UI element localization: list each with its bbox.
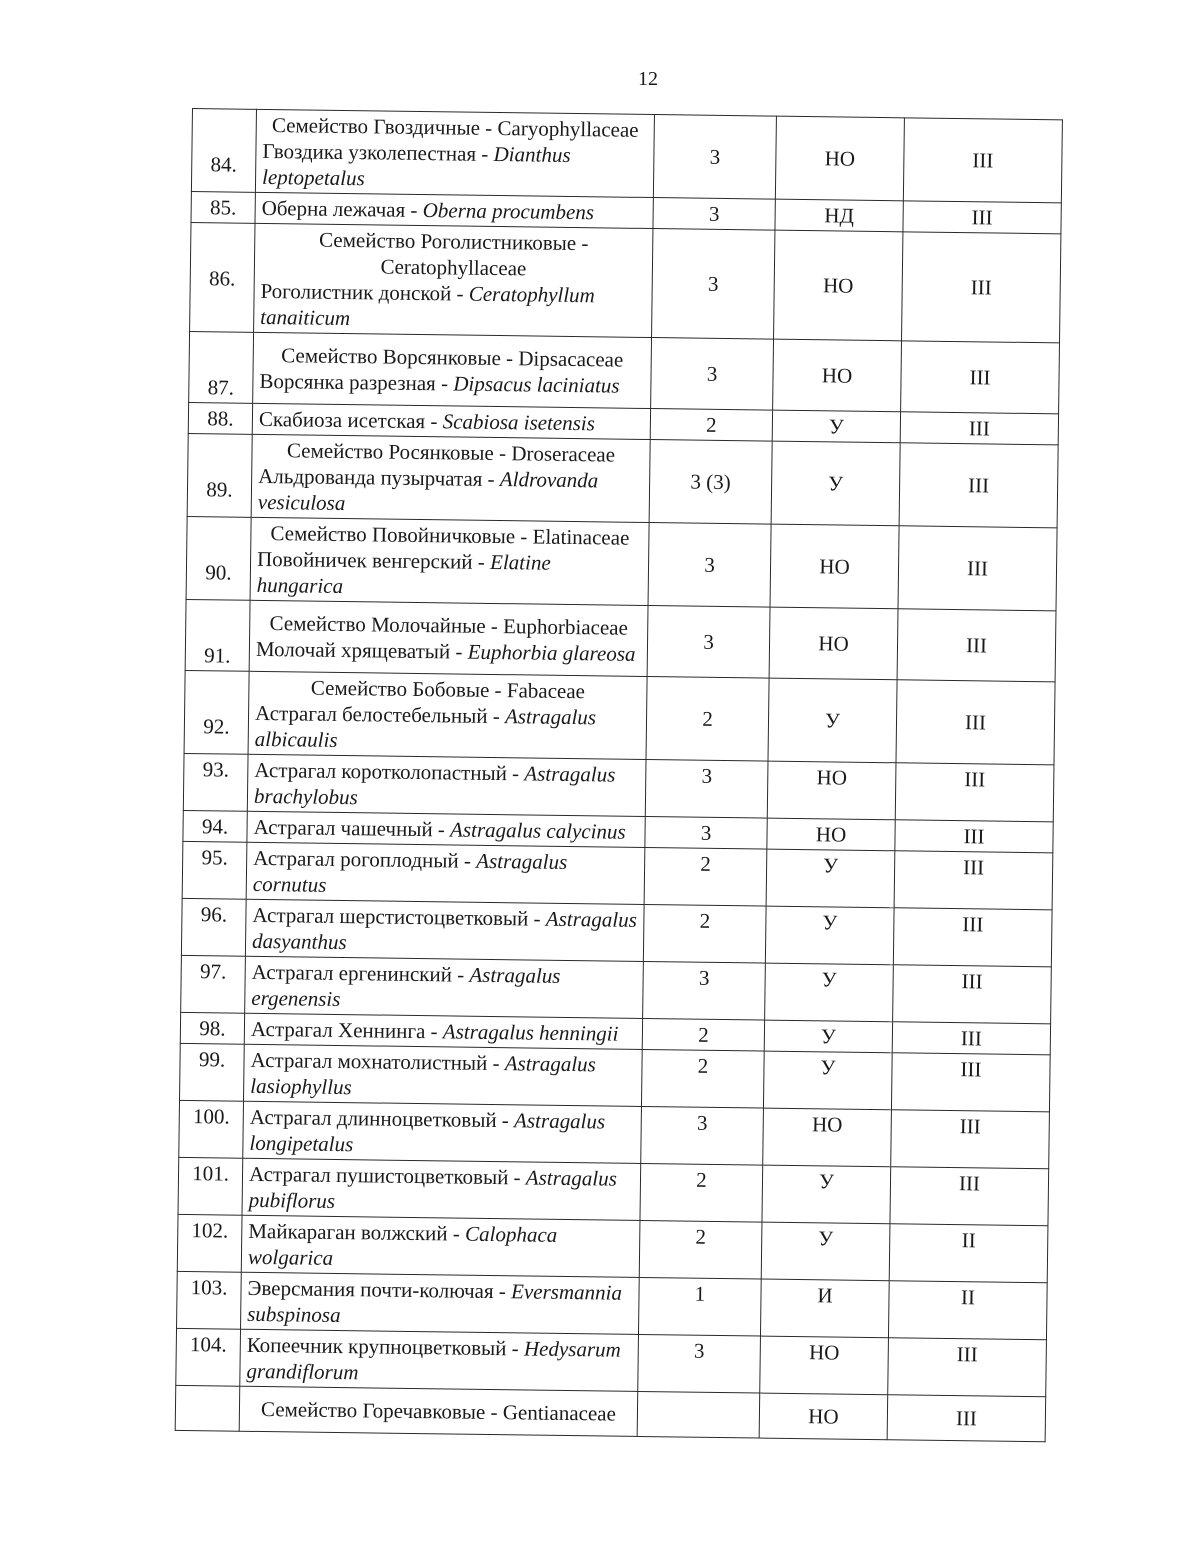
species-name [255,700,641,757]
status-cell: У [765,963,894,1022]
category-cell: 3 [653,115,776,200]
status-cell: НО [775,116,904,201]
species-name-russian: Астрагал мохнатолистный - [250,1047,500,1076]
table-row [191,109,1062,203]
status-cell: У [771,441,900,526]
rarity-cell: II [889,1224,1048,1283]
rarity-cell: III [903,118,1062,203]
row-number: 85. [191,191,255,223]
category-cell: 2 [639,1220,762,1279]
species-cell [254,223,653,337]
rarity-cell: III [899,443,1058,528]
species-table [175,108,1063,1442]
category-cell: 3 [652,229,775,340]
species-name [252,902,638,959]
species-name-latin: Dipsacus laciniatus [453,371,620,398]
species-cell [250,517,649,605]
species-name-russian: Астрагал шерстистоцветковый - [252,902,541,931]
species-name-latin: Aldrovanda vesiculosa [257,467,599,516]
species-name-russian: Эверсмания почти-колючая - [247,1275,507,1304]
category-cell: 3 [645,759,768,818]
status-cell: НО [773,339,902,412]
status-cell: У [766,849,895,908]
rarity-cell: III [893,965,1052,1024]
species-name [249,1161,635,1218]
category-cell: 3 [647,606,770,679]
category-cell: 3 [653,198,775,231]
species-name [254,757,640,814]
family-heading: Семейство Роголистниковые - Ceratophyllaceae [318,227,589,281]
species-name [260,278,646,335]
rarity-cell: III [888,1338,1047,1397]
row-number: 98. [180,1012,244,1044]
species-name-russian: Повойничек венгерский - [256,546,485,574]
status-cell: У [762,1165,891,1224]
row-number: 104. [176,1328,241,1386]
species-name [262,138,648,195]
rarity-cell: III [895,763,1054,822]
species-cell [242,1158,641,1220]
species-name-latin: Astragalus albicaulis [254,704,597,752]
category-cell: 3 [643,961,766,1020]
status-cell: У [763,1051,892,1110]
species-name-latin: Calophaca wolgarica [247,1221,558,1270]
species-cell [244,1013,642,1049]
table-row [189,331,1060,413]
rarity-cell: III [903,201,1061,234]
species-name-latin: Astragalus henningii [442,1019,619,1046]
species-name [246,1332,632,1389]
species-cell [245,899,644,961]
category-cell: 3 (3) [649,440,772,525]
rarity-cell: III [891,1110,1050,1169]
family-heading: Семейство Гвоздичные - Caryophyllaceae [271,113,639,142]
species-name-latin: Hedysarum grandiflorum [246,1336,621,1385]
species-cell [241,1272,640,1334]
species-name [258,463,644,520]
table-row [185,599,1056,681]
status-cell: НО [760,1336,889,1395]
category-cell: 2 [641,1049,764,1108]
species-name-russian: Астрагал белостебельный - [254,700,500,729]
category-cell: 3 [651,338,774,411]
species-name-latin: Astragalus longipetalus [249,1108,606,1157]
table-row [184,670,1055,764]
category-cell: 2 [642,1018,764,1051]
species-cell [253,332,652,408]
rarity-cell: III [902,232,1061,343]
row-number: 102. [177,1214,242,1272]
status-cell: У [764,1020,892,1053]
category-cell: 2 [644,847,767,906]
status-cell: НО [767,818,895,851]
status-cell: НО [774,230,903,341]
species-name-latin: Astragalus brachylobus [253,761,616,810]
species-cell [243,1101,642,1163]
category-cell [637,1391,760,1438]
species-name [259,406,644,437]
status-cell: И [760,1279,889,1338]
row-number: 91. [185,599,250,671]
species-name [262,195,647,226]
row-number: 86. [190,222,255,332]
row-number: 95. [182,841,247,899]
row-number: 84. [191,109,256,193]
species-name-russian: Астрагал чашечный - [253,814,446,842]
species-table-sheet [175,108,1062,1442]
rarity-cell: III [892,1022,1050,1055]
species-name-latin: Astragalus lasiophyllus [250,1051,596,1100]
row-number: 99. [180,1043,245,1101]
species-name-russian: Майкараган волжский - [248,1218,460,1246]
row-number: 97. [181,955,246,1013]
species-cell [246,842,645,904]
species-name-russian: Астрагал рогоплодный - [253,845,472,873]
species-cell [239,1386,638,1436]
species-name [253,814,638,845]
species-cell [252,403,650,439]
rarity-cell: III [895,820,1053,853]
species-name [248,1218,634,1275]
species-name-russian: Астрагал пушистоцветковый - [248,1161,521,1190]
species-name-russian: Альдрованда пузырчатая - [258,463,495,491]
status-cell: НО [763,1108,892,1167]
row-number: 87. [189,331,254,403]
category-cell: 3 [645,816,767,849]
species-name-latin: Eversmannia subspinosa [247,1279,623,1328]
species-table-body [175,109,1062,1442]
species-cell [247,754,646,816]
category-cell: 1 [638,1277,761,1336]
species-cell [251,434,650,522]
species-name-latin: Astragalus cornutus [252,848,568,897]
species-cell [245,956,644,1018]
species-cell [240,1329,639,1391]
category-cell: 2 [646,677,769,762]
species-cell [248,671,647,759]
status-cell: НО [767,761,896,820]
rarity-cell: III [896,680,1055,765]
rarity-cell: III [901,341,1060,414]
species-name-russian: Роголистник донской - [260,278,464,306]
row-number: 96. [181,898,246,956]
species-name-russian: Астрагал коротколопастный - [254,757,520,786]
row-number: 88. [188,402,252,434]
table-row [186,516,1057,610]
species-cell [241,1215,640,1277]
rarity-cell: III [897,609,1056,682]
row-number: 90. [186,516,251,600]
species-name-latin: Euphorbia glareosa [467,639,636,666]
species-name-latin: Elatine hungarica [256,549,551,599]
species-cell [255,109,654,197]
species-name-russian: Ворсянка разрезная - [259,368,449,396]
species-name [249,1104,635,1161]
status-cell: НД [775,199,903,232]
status-cell: НО [759,1393,888,1440]
species-name-latin: Oberna procumbens [422,198,595,225]
row-number: 103. [177,1271,242,1329]
species-cell [249,600,648,676]
species-name-latin: Astragalus pubiflorus [248,1165,618,1213]
table-row [187,433,1058,527]
row-number: 100. [179,1100,244,1158]
category-cell: 2 [640,1163,763,1222]
rarity-cell: II [888,1281,1047,1340]
species-name-russian: Копеечник крупноцветковый - [246,1332,519,1361]
species-name-russian: Скабиоза исетская - [258,406,438,434]
family-heading: Семейство Ворсянковые - Dipsacaceae [281,343,624,372]
species-name-latin: Astragalus calycinus [449,817,626,844]
rarity-cell: III [887,1395,1046,1442]
species-cell [255,192,653,228]
species-name [250,1047,636,1104]
family-heading: Семейство Бобовые - Fabaceae [310,675,586,704]
family-heading: Семейство Горечавковые - Gentianaceae [260,1397,617,1426]
species-name [259,368,644,399]
category-cell: 3 [648,523,771,608]
row-number: 101. [178,1157,243,1215]
species-name [256,636,641,667]
species-name [247,1275,633,1332]
row-number: 94. [183,810,247,842]
status-cell: У [772,410,900,443]
species-name [257,546,643,603]
category-cell: 3 [641,1106,764,1165]
species-name-russian: Астрагал ергенинский - [251,959,465,987]
rarity-cell: III [891,1053,1050,1112]
status-cell: У [768,678,897,763]
category-cell: 2 [650,409,772,442]
species-name-latin: Astragalus dasyanthus [251,906,638,955]
species-name-russian: Молочай хрящеватый - [255,636,463,664]
species-name-latin: Scabiosa isetensis [442,409,596,436]
row-number: 89. [187,433,252,517]
status-cell: НО [769,607,898,680]
category-cell: 3 [638,1334,761,1393]
status-cell: У [765,906,894,965]
rarity-cell: III [890,1167,1049,1226]
species-name-russian: Оберна лежачая - [261,195,418,222]
species-name [253,845,639,902]
rarity-cell: III [894,851,1053,910]
species-name [251,1016,636,1047]
family-heading: Семейство Повойничковые - Elatinaceae [270,521,630,550]
rarity-cell: III [893,908,1052,967]
species-cell [247,811,645,847]
status-cell: НО [770,524,899,609]
status-cell: У [761,1222,890,1281]
species-cell [244,1044,643,1106]
table-row [190,222,1061,342]
species-name-latin: Ceratophyllum tanaiticum [260,281,595,331]
page-number: 12 [638,68,658,90]
species-name-latin: Astragalus ergenensis [251,962,561,1012]
family-heading: Семейство Молочайные - Euphorbiaceae [269,611,629,640]
row-number: 92. [184,670,249,754]
category-cell: 2 [643,904,766,963]
species-name-latin: Dianthus leptopetalus [261,141,571,191]
rarity-cell: III [900,412,1058,445]
row-number: 93. [183,753,248,811]
species-name-russian: Астрагал Хеннинга - [250,1016,438,1044]
row-number [175,1385,240,1431]
species-name-russian: Гвоздика узколепестная - [262,138,489,166]
family-heading: Семейство Росянковые - Droseraceae [286,438,616,467]
rarity-cell: III [898,526,1057,611]
species-name [251,959,637,1016]
species-name-russian: Астрагал длинноцветковый - [249,1104,510,1133]
